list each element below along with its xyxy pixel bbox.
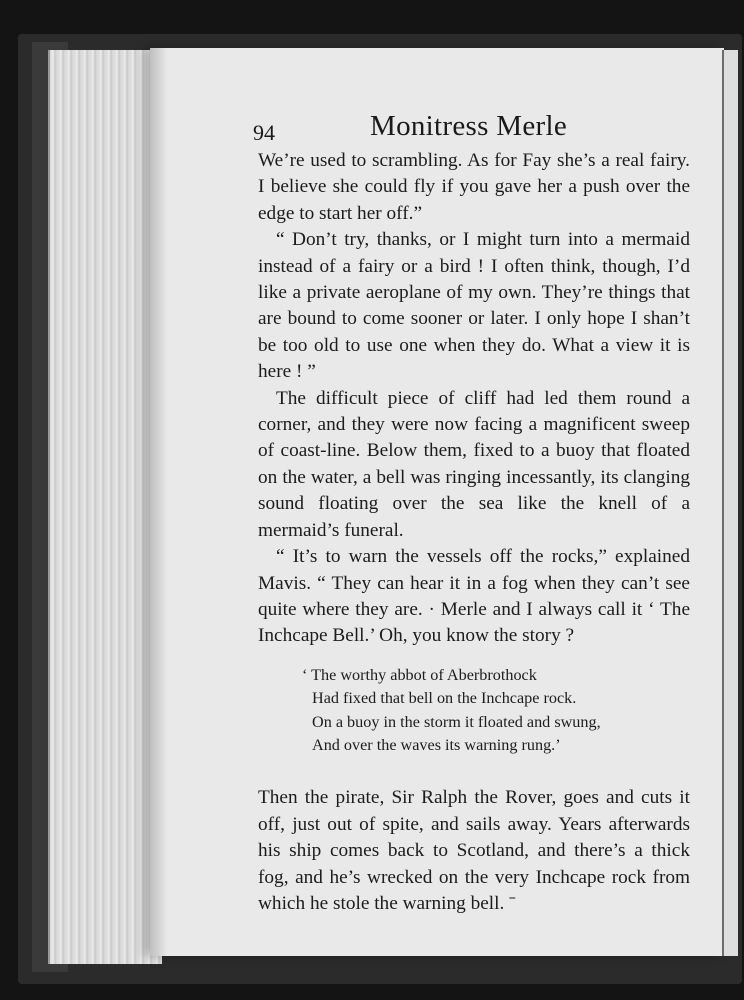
verse-line: Had fixed that bell on the Inchcape rock. bbox=[312, 689, 577, 708]
paragraph: “ It’s to warn the vessels off the rocks,” explained Mavis. “ They can hear it in a fog when they can’t see quite where they are. · Merle and I always call it ‘ The Inchcape Bell.’ Oh, you know the story ? bbox=[258, 546, 690, 647]
gutter-shadow bbox=[150, 48, 168, 956]
verse-quotation bbox=[302, 664, 690, 758]
closing-paragraph: Then the pirate, Sir Ralph the Rover, goes and cuts it off, just out of spite, and sails away. Years afterwards his ship comes back to Scotland, and there’s a thick fog, and he’s wrecked on the very Inchcape rock from which he stole the warning bell. ˉ bbox=[258, 787, 690, 914]
verse-line: ‘ The worthy abbot of Aberbrothock bbox=[302, 665, 537, 684]
paragraph: The difficult piece of cliff had led them round a corner, and they were now facing a magnificent sweep of coast-line. Below them, fixed to a buoy that floated on the water, a bell was ringing incessantly, its clanging sound floating over the sea like the knell of a mermaid’s funeral. bbox=[258, 387, 690, 541]
paragraph: We’re used to scrambling. As for Fay she’s a real fairy. I believe she could fly if you gave her a push over the edge to start her off.” bbox=[258, 150, 690, 224]
page-number: 94 bbox=[253, 120, 275, 145]
page-edges bbox=[48, 50, 162, 964]
page-body bbox=[258, 148, 690, 917]
verse-line: On a buoy in the storm it floated and swung, bbox=[312, 712, 601, 731]
running-title: Monitress Merle bbox=[370, 110, 567, 142]
facing-page-edge bbox=[722, 50, 738, 956]
running-header bbox=[0, 110, 744, 150]
paragraph: “ Don’t try, thanks, or I might turn into a mermaid instead of a fairy or a bird ! I often think, though, I’d like a private aeroplane of my own. They’re things that are bound to come sooner or later. I only hope I shan’t be too old to use one when they do. What a view it is here ! ” bbox=[258, 229, 690, 383]
verse-line: And over the waves its warning rung.’ bbox=[312, 735, 561, 754]
